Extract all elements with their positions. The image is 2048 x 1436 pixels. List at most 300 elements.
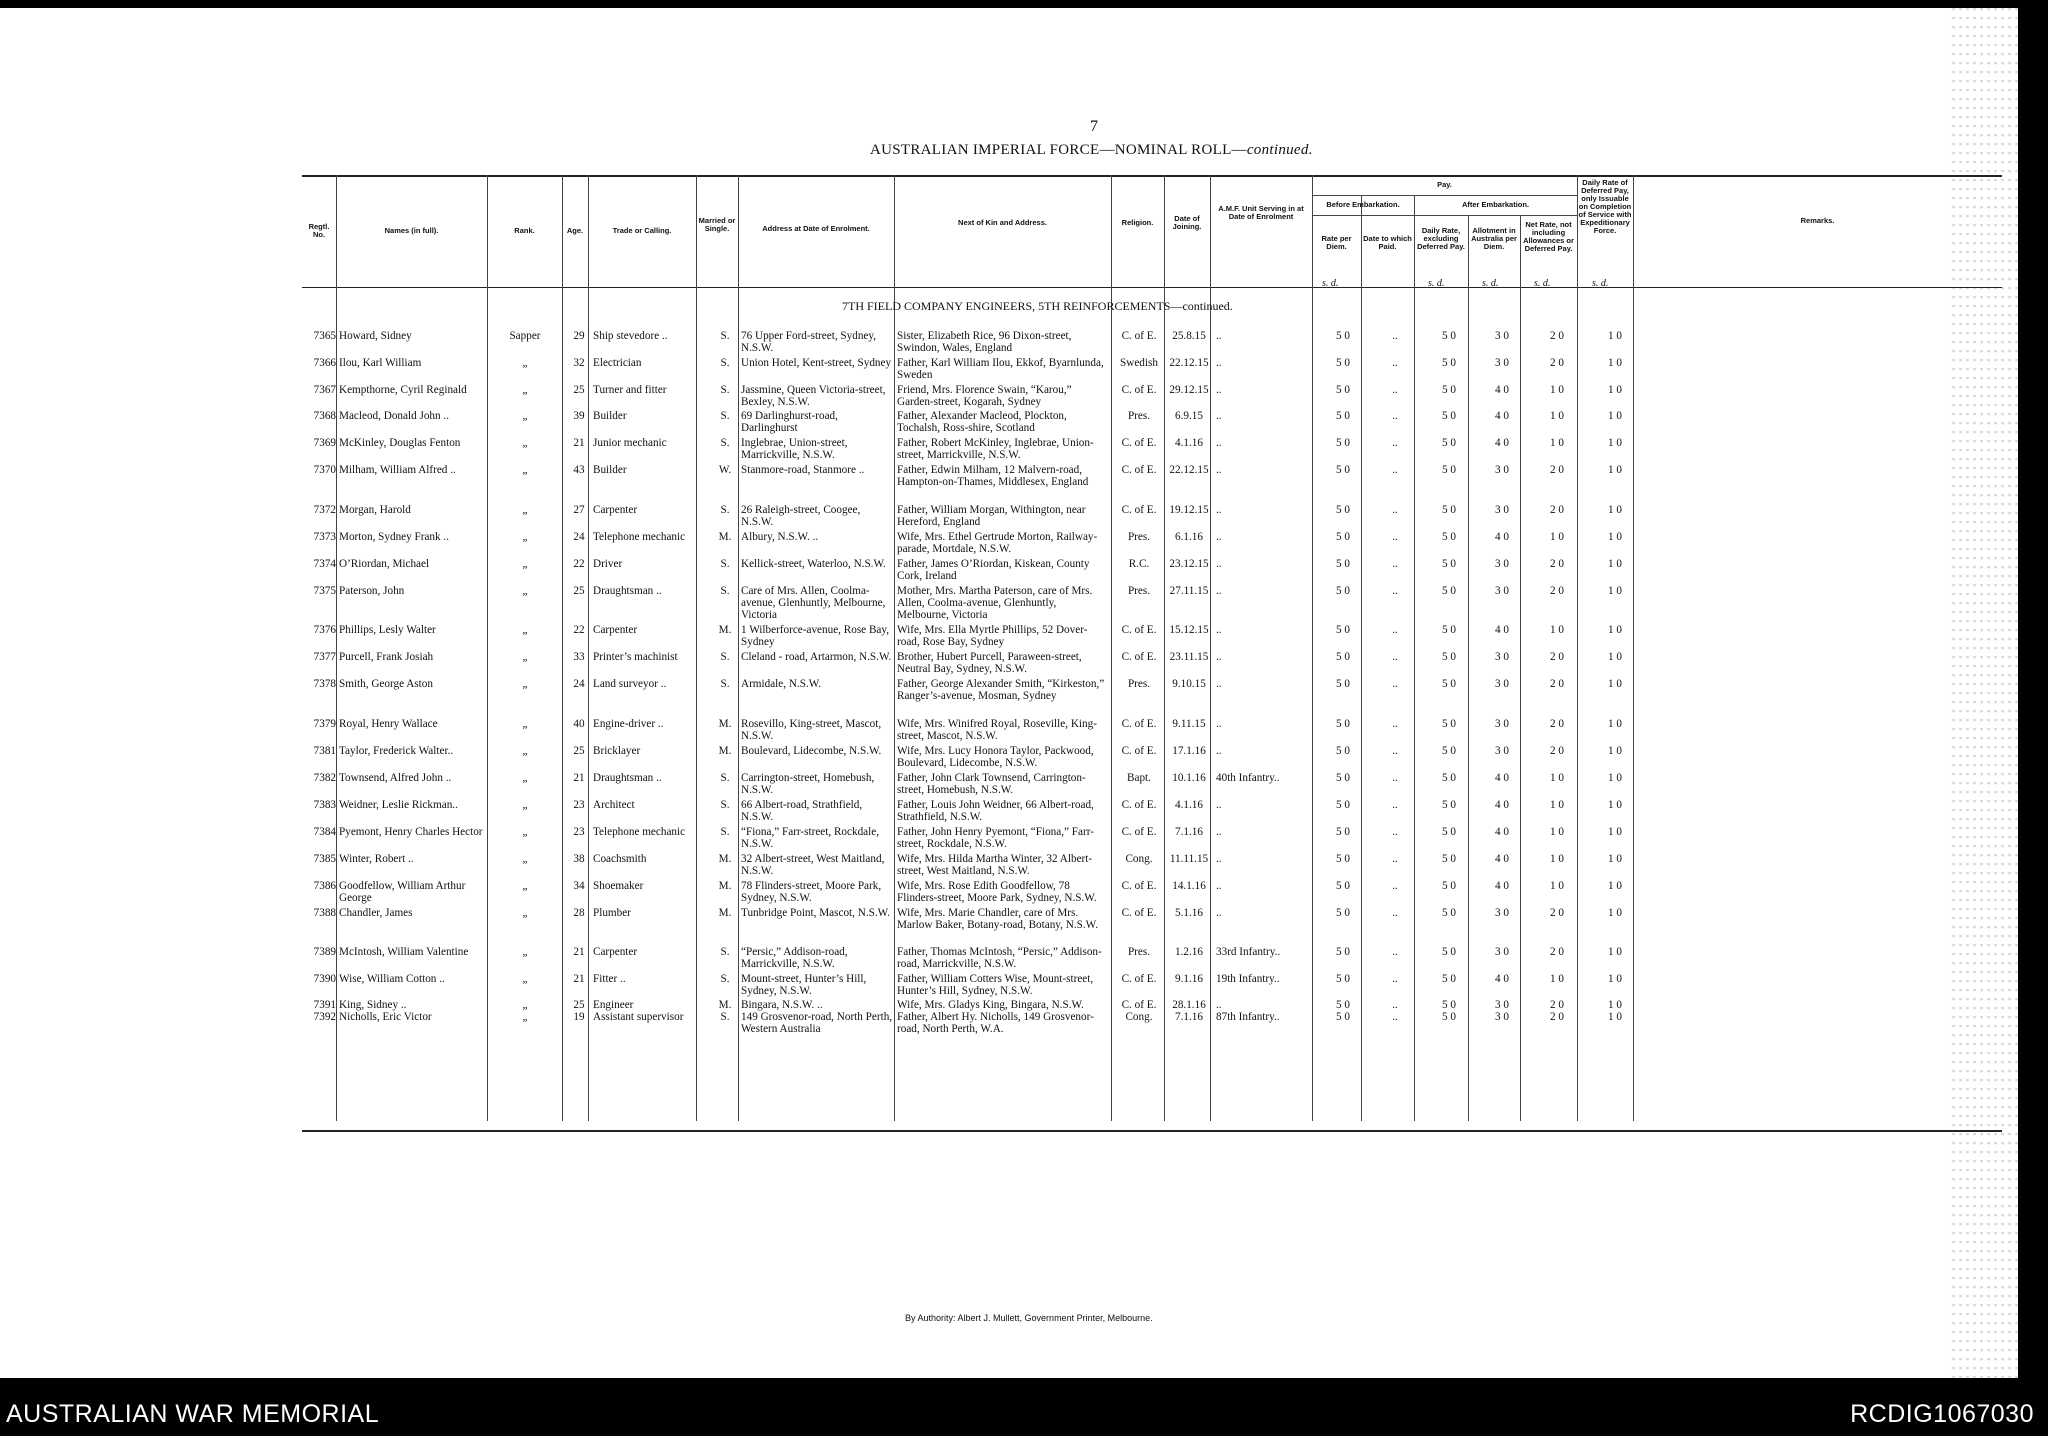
cell-rank: „	[522, 718, 528, 730]
page-title	[870, 142, 1313, 159]
cell-age: 21	[573, 946, 585, 958]
cell-allot: 4 0	[1495, 772, 1509, 784]
cell-trade: Plumber	[593, 907, 631, 919]
cell-rate: 5 0	[1336, 772, 1350, 784]
cell-daily: 5 0	[1442, 410, 1456, 422]
cell-address: Union Hotel, Kent-street, Sydney	[741, 357, 892, 369]
cell-ms: M.	[718, 880, 732, 892]
cell-deferred: 1 0	[1608, 651, 1622, 663]
cell-rank: „	[522, 678, 528, 690]
cell-kin: Wife, Mrs. Ella Myrtle Phillips, 52 Dover-road, Rose Bay, Sydney	[897, 624, 1088, 648]
cell-kin: Father, John Clark Townsend, Carrington-street, Homebush, N.S.W.	[897, 772, 1086, 796]
cell-paid: ..	[1392, 718, 1398, 730]
cell-age: 23	[573, 826, 585, 838]
header-address: Address at Date of Enrolment.	[762, 224, 870, 233]
cell-ms: S.	[720, 357, 730, 369]
cell-rate: 5 0	[1336, 384, 1350, 396]
col-rule	[1577, 175, 1578, 1121]
cell-date: 10.1.16	[1172, 772, 1206, 784]
cell-deferred: 1 0	[1608, 946, 1622, 958]
cell-kin: Wife, Mrs. Hilda Martha Winter, 32 Albert-street, West Maitland, N.S.W.	[897, 853, 1093, 877]
cell-ms: S.	[720, 651, 730, 663]
cell-address: 69 Darlinghurst-road, Darlinghurst	[741, 410, 838, 434]
cell-address: Rosevillo, King-street, Mascot, N.S.W.	[741, 718, 882, 742]
col-rule	[696, 175, 697, 1121]
cell-name: Paterson, John	[339, 585, 405, 597]
page-number: 7	[1090, 118, 1098, 135]
cell-net: 1 0	[1550, 973, 1564, 985]
cell-unit: ..	[1216, 558, 1222, 570]
unit-label: s. d.	[1482, 278, 1499, 289]
cell-address: 76 Upper Ford-street, Sydney, N.S.W.	[741, 330, 877, 354]
cell-ms: M.	[718, 853, 732, 865]
cell-unit: 40th Infantry..	[1216, 772, 1280, 784]
cell-name: Morton, Sydney Frank ..	[339, 531, 450, 543]
cell-address: Carrington-street, Homebush, N.S.W.	[741, 772, 875, 796]
cell-ms: S.	[720, 330, 730, 342]
printer-imprint: By Authority: Albert J. Mullett, Government Printer, Melbourne.	[905, 1313, 1153, 1323]
cell-date: 7.1.16	[1175, 826, 1203, 838]
cell-daily: 5 0	[1442, 745, 1456, 757]
cell-deferred: 1 0	[1608, 745, 1622, 757]
cell-deferred: 1 0	[1608, 853, 1622, 865]
cell-paid: ..	[1392, 558, 1398, 570]
cell-rate: 5 0	[1336, 624, 1350, 636]
cell-rank: „	[522, 504, 528, 516]
cell-allot: 4 0	[1495, 384, 1509, 396]
cell-net: 2 0	[1550, 504, 1564, 516]
cell-unit: ..	[1216, 745, 1222, 757]
cell-deferred: 1 0	[1608, 973, 1622, 985]
cell-paid: ..	[1392, 531, 1398, 543]
cell-allot: 3 0	[1495, 504, 1509, 516]
cell-unit: ..	[1216, 585, 1222, 597]
cell-ms: M.	[718, 907, 732, 919]
cell-net: 2 0	[1550, 330, 1564, 342]
cell-no: 7391	[313, 999, 336, 1011]
cell-paid: ..	[1392, 330, 1398, 342]
cell-ms: S.	[720, 504, 730, 516]
cell-rank: „	[522, 624, 528, 636]
cell-trade: Engine-driver ..	[593, 718, 664, 730]
cell-rank: „	[522, 799, 528, 811]
cell-unit: ..	[1216, 651, 1222, 663]
cell-kin: Wife, Mrs. Rose Edith Goodfellow, 78 Flinders-street, Moore Park, Sydney, N.S.W.	[897, 880, 1097, 904]
cell-no: 7365	[313, 330, 336, 342]
cell-age: 28	[573, 907, 585, 919]
cell-kin: Father, Alexander Macleod, Plockton, Tochalsh, Ross-shire, Scotland	[897, 410, 1067, 434]
cell-daily: 5 0	[1442, 531, 1456, 543]
cell-unit: ..	[1216, 826, 1222, 838]
cell-net: 1 0	[1550, 799, 1564, 811]
cell-kin: Wife, Mrs. Marie Chandler, care of Mrs. Marlow Baker, Botany-road, Botany, N.S.W.	[897, 907, 1098, 931]
header-daily-rate: Daily Rate, excluding Deferred Pay.	[1417, 226, 1465, 251]
cell-rank: „	[522, 907, 528, 919]
col-rule	[336, 175, 337, 1121]
cell-deferred: 1 0	[1608, 357, 1622, 369]
cell-no: 7385	[313, 853, 336, 865]
col-rule	[487, 175, 488, 1121]
cell-address: Tunbridge Point, Mascot, N.S.W.	[741, 907, 890, 919]
cell-religion: Bapt.	[1127, 772, 1151, 784]
cell-net: 1 0	[1550, 853, 1564, 865]
cell-religion: C. of E.	[1121, 826, 1157, 838]
cell-daily: 5 0	[1442, 384, 1456, 396]
cell-rank: „	[522, 558, 528, 570]
cell-age: 19	[573, 1011, 585, 1023]
cell-unit: ..	[1216, 330, 1222, 342]
cell-paid: ..	[1392, 384, 1398, 396]
cell-age: 43	[573, 464, 585, 476]
cell-age: 27	[573, 504, 585, 516]
archive-name: AUSTRALIAN WAR MEMORIAL	[6, 1400, 380, 1428]
cell-kin: Father, Robert McKinley, Inglebrae, Union-street, Marrickville, N.S.W.	[897, 437, 1094, 461]
col-rule	[738, 175, 739, 1121]
cell-deferred: 1 0	[1608, 718, 1622, 730]
cell-address: Stanmore-road, Stanmore ..	[741, 464, 865, 476]
cell-rank: „	[522, 772, 528, 784]
cell-name: McIntosh, William Valentine	[339, 946, 469, 958]
cell-net: 1 0	[1550, 772, 1564, 784]
cell-address: Cleland - road, Artarmon, N.S.W.	[741, 651, 892, 663]
cell-kin: Father, Karl William Ilou, Ekkof, Byarnlunda, Sweden	[897, 357, 1104, 381]
cell-religion: Cong.	[1125, 1011, 1153, 1023]
cell-name: Pyemont, Henry Charles Hector	[339, 826, 483, 838]
cell-daily: 5 0	[1442, 464, 1456, 476]
cell-age: 21	[573, 973, 585, 985]
cell-religion: Swedish	[1120, 357, 1158, 369]
cell-unit: ..	[1216, 718, 1222, 730]
cell-paid: ..	[1392, 464, 1398, 476]
cell-religion: Pres.	[1127, 946, 1151, 958]
cell-allot: 4 0	[1495, 826, 1509, 838]
col-rule	[1468, 215, 1469, 1121]
cell-name: Ilou, Karl William	[339, 357, 422, 369]
header-rank: Rank.	[514, 226, 535, 235]
cell-trade: Telephone mechanic	[593, 826, 686, 838]
cell-address: 66 Albert-road, Strathfield, N.S.W.	[741, 799, 863, 823]
cell-daily: 5 0	[1442, 1011, 1456, 1023]
cell-age: 22	[573, 624, 585, 636]
cell-no: 7374	[313, 558, 336, 570]
cell-trade: Telephone mechanic	[593, 531, 686, 543]
cell-kin: Father, Thomas McIntosh, “Persic,” Addison-road, Marrickville, N.S.W.	[897, 946, 1102, 970]
cell-paid: ..	[1392, 1011, 1398, 1023]
cell-no: 7372	[313, 504, 336, 516]
cell-age: 25	[573, 384, 585, 396]
cell-kin: Mother, Mrs. Martha Paterson, care of Mrs. Allen, Coolma-avenue, Glenhuntly, Melbourne, Victoria	[897, 585, 1093, 621]
cell-paid: ..	[1392, 585, 1398, 597]
cell-date: 5.1.16	[1175, 907, 1203, 919]
cell-deferred: 1 0	[1608, 531, 1622, 543]
cell-allot: 3 0	[1495, 330, 1509, 342]
cell-rank: „	[522, 853, 528, 865]
cell-daily: 5 0	[1442, 999, 1456, 1011]
cell-deferred: 1 0	[1608, 504, 1622, 516]
cell-no: 7386	[313, 880, 336, 892]
cell-allot: 3 0	[1495, 678, 1509, 690]
cell-allot: 4 0	[1495, 437, 1509, 449]
cell-rank: „	[522, 826, 528, 838]
header-next-of-kin: Next of Kin and Address.	[958, 218, 1047, 227]
cell-rank: „	[522, 999, 528, 1011]
cell-date: 9.10.15	[1172, 678, 1206, 690]
cell-ms: S.	[720, 826, 730, 838]
cell-daily: 5 0	[1442, 718, 1456, 730]
cell-date: 9.1.16	[1175, 973, 1203, 985]
cell-rate: 5 0	[1336, 999, 1350, 1011]
cell-age: 39	[573, 410, 585, 422]
header-regtl-no: Regtl. No.	[308, 222, 330, 239]
cell-religion: C. of E.	[1121, 330, 1157, 342]
cell-ms: S.	[720, 410, 730, 422]
cell-deferred: 1 0	[1608, 799, 1622, 811]
cell-name: Howard, Sidney	[339, 330, 412, 342]
cell-unit: 33rd Infantry..	[1216, 946, 1281, 958]
cell-deferred: 1 0	[1608, 384, 1622, 396]
cell-no: 7368	[313, 410, 336, 422]
cell-trade: Draughtsman ..	[593, 772, 662, 784]
cell-no: 7373	[313, 531, 336, 543]
cell-rate: 5 0	[1336, 826, 1350, 838]
cell-date: 6.9.15	[1175, 410, 1203, 422]
cell-date: 11.11.15	[1169, 853, 1209, 865]
cell-address: 78 Flinders-street, Moore Park, Sydney, N.S.W.	[741, 880, 882, 904]
col-rule	[588, 175, 589, 1121]
unit-label: s. d.	[1534, 278, 1551, 289]
cell-daily: 5 0	[1442, 853, 1456, 865]
cell-kin: Wife, Mrs. Lucy Honora Taylor, Packwood, Boulevard, Lidecombe, N.S.W.	[897, 745, 1094, 769]
cell-paid: ..	[1392, 410, 1398, 422]
header-pay: Pay.	[1437, 180, 1452, 189]
cell-rate: 5 0	[1336, 799, 1350, 811]
cell-trade: Builder	[593, 464, 627, 476]
col-rule	[1520, 215, 1521, 1121]
cell-rate: 5 0	[1336, 745, 1350, 757]
cell-religion: C. of E.	[1121, 437, 1157, 449]
cell-date: 28.1.16	[1172, 999, 1206, 1011]
cell-unit: ..	[1216, 504, 1222, 516]
cell-deferred: 1 0	[1608, 330, 1622, 342]
cell-rate: 5 0	[1336, 973, 1350, 985]
header-net-rate: Net Rate, not including Allowances or Deferred Pay.	[1523, 220, 1574, 253]
cell-religion: C. of E.	[1121, 999, 1157, 1011]
cell-net: 2 0	[1550, 999, 1564, 1011]
cell-allot: 3 0	[1495, 1011, 1509, 1023]
cell-age: 25	[573, 585, 585, 597]
cell-rank: „	[522, 745, 528, 757]
cell-net: 1 0	[1550, 826, 1564, 838]
cell-religion: Cong.	[1125, 853, 1153, 865]
cell-name: Winter, Robert ..	[339, 853, 414, 865]
cell-deferred: 1 0	[1608, 437, 1622, 449]
cell-name: Macleod, Donald John ..	[339, 410, 449, 422]
header-amf-unit: A.M.F. Unit Serving in at Date of Enrolment	[1218, 204, 1304, 221]
cell-rate: 5 0	[1336, 357, 1350, 369]
col-rule	[1361, 195, 1362, 1121]
cell-no: 7378	[313, 678, 336, 690]
cell-unit: ..	[1216, 410, 1222, 422]
cell-deferred: 1 0	[1608, 880, 1622, 892]
cell-paid: ..	[1392, 999, 1398, 1011]
cell-ms: S.	[720, 678, 730, 690]
cell-age: 21	[573, 772, 585, 784]
cell-date: 27.11.15	[1169, 585, 1209, 597]
cell-trade: Junior mechanic	[593, 437, 667, 449]
cell-rate: 5 0	[1336, 437, 1350, 449]
cell-allot: 4 0	[1495, 531, 1509, 543]
header-before-embarkation: Before Embarkation.	[1326, 200, 1400, 209]
cell-kin: Father, William Morgan, Withington, near Hereford, England	[897, 504, 1086, 528]
header-trade: Trade or Calling.	[612, 226, 672, 235]
cell-date: 4.1.16	[1175, 437, 1203, 449]
cell-deferred: 1 0	[1608, 826, 1622, 838]
archive-id: RCDIG1067030	[1850, 1400, 2034, 1428]
cell-rank: „	[522, 585, 528, 597]
cell-age: 40	[573, 718, 585, 730]
cell-no: 7375	[313, 585, 336, 597]
cell-name: Taylor, Frederick Walter..	[339, 745, 454, 757]
header-allotment: Allotment in Australia per Diem.	[1471, 226, 1517, 251]
header-after-embarkation: After Embarkation.	[1461, 200, 1530, 209]
cell-allot: 3 0	[1495, 718, 1509, 730]
cell-daily: 5 0	[1442, 585, 1456, 597]
cell-paid: ..	[1392, 678, 1398, 690]
cell-trade: Turner and fitter	[593, 384, 667, 396]
cell-kin: Wife, Mrs. Winifred Royal, Roseville, King-street, Mascot, N.S.W.	[897, 718, 1097, 742]
cell-address: Albury, N.S.W. ..	[741, 531, 819, 543]
cell-ms: M.	[718, 624, 732, 636]
document-page	[0, 8, 2018, 1378]
header-rate-per-diem: Rate per Diem.	[1321, 234, 1352, 251]
cell-no: 7377	[313, 651, 336, 663]
cell-name: Milham, William Alfred ..	[339, 464, 456, 476]
cell-religion: C. of E.	[1121, 907, 1157, 919]
cell-unit: ..	[1216, 999, 1222, 1011]
cell-paid: ..	[1392, 946, 1398, 958]
cell-rank: „	[522, 384, 528, 396]
cell-trade: Driver	[593, 558, 623, 570]
cell-age: 32	[573, 357, 585, 369]
cell-religion: C. of E.	[1121, 651, 1157, 663]
cell-allot: 4 0	[1495, 410, 1509, 422]
cell-address: 1 Wilberforce-avenue, Rose Bay, Sydney	[741, 624, 890, 648]
cell-address: Kellick-street, Waterloo, N.S.W.	[741, 558, 886, 570]
cell-paid: ..	[1392, 826, 1398, 838]
cell-allot: 4 0	[1495, 973, 1509, 985]
cell-ms: S.	[720, 384, 730, 396]
cell-address: “Fiona,” Farr-street, Rockdale, N.S.W.	[741, 826, 880, 850]
col-rule	[1414, 195, 1415, 1121]
cell-paid: ..	[1392, 624, 1398, 636]
cell-net: 2 0	[1550, 357, 1564, 369]
cell-no: 7381	[313, 745, 336, 757]
cell-trade: Printer’s machinist	[593, 651, 678, 663]
cell-unit: ..	[1216, 853, 1222, 865]
cell-daily: 5 0	[1442, 973, 1456, 985]
cell-kin: Father, John Henry Pyemont, “Fiona,” Farr-street, Rockdale, N.S.W.	[897, 826, 1094, 850]
cell-unit: 87th Infantry..	[1216, 1011, 1280, 1023]
cell-rank: „	[522, 1011, 528, 1023]
header-remarks: Remarks.	[1800, 216, 1835, 225]
cell-date: 29.12.15	[1169, 384, 1209, 396]
cell-address: Care of Mrs. Allen, Coolma-avenue, Glenhuntly, Melbourne, Victoria	[741, 585, 886, 621]
cell-rank: „	[522, 464, 528, 476]
cell-date: 22.12.15	[1169, 357, 1209, 369]
cell-date: 25.8.15	[1172, 330, 1206, 342]
cell-trade: Assistant supervisor	[593, 1011, 684, 1023]
cell-net: 1 0	[1550, 410, 1564, 422]
cell-name: Royal, Henry Wallace	[339, 718, 438, 730]
cell-rate: 5 0	[1336, 1011, 1350, 1023]
cell-no: 7392	[313, 1011, 336, 1023]
cell-address: Jassmine, Queen Victoria-street, Bexley, N.S.W.	[741, 384, 886, 408]
cell-religion: C. of E.	[1121, 745, 1157, 757]
cell-unit: ..	[1216, 799, 1222, 811]
header-married: Married or Single.	[698, 216, 736, 233]
cell-rate: 5 0	[1336, 946, 1350, 958]
cell-trade: Land surveyor ..	[593, 678, 667, 690]
cell-name: Kempthorne, Cyril Reginald	[339, 384, 467, 396]
cell-allot: 4 0	[1495, 853, 1509, 865]
cell-religion: C. of E.	[1121, 504, 1157, 516]
cell-paid: ..	[1392, 853, 1398, 865]
cell-religion: C. of E.	[1121, 799, 1157, 811]
cell-ms: S.	[720, 558, 730, 570]
cell-kin: Father, Albert Hy. Nicholls, 149 Grosvenor-road, North Perth, W.A.	[897, 1011, 1094, 1035]
col-rule	[1312, 175, 1313, 1121]
cell-trade: Architect	[593, 799, 635, 811]
cell-rate: 5 0	[1336, 410, 1350, 422]
cell-rate: 5 0	[1336, 585, 1350, 597]
cell-deferred: 1 0	[1608, 999, 1622, 1011]
cell-rank: „	[522, 880, 528, 892]
cell-daily: 5 0	[1442, 330, 1456, 342]
cell-allot: 3 0	[1495, 907, 1509, 919]
cell-date: 4.1.16	[1175, 799, 1203, 811]
cell-name: O’Riordan, Michael	[339, 558, 430, 570]
cell-religion: Pres.	[1127, 678, 1151, 690]
cell-unit: ..	[1216, 464, 1222, 476]
cell-deferred: 1 0	[1608, 907, 1622, 919]
cell-rank: „	[522, 531, 528, 543]
cell-paid: ..	[1392, 907, 1398, 919]
cell-trade: Carpenter	[593, 946, 638, 958]
cell-age: 33	[573, 651, 585, 663]
cell-deferred: 1 0	[1608, 410, 1622, 422]
cell-trade: Ship stevedore ..	[593, 330, 668, 342]
cell-kin: Father, James O’Riordan, Kiskean, County Cork, Ireland	[897, 558, 1090, 582]
cell-kin: Father, Louis John Weidner, 66 Albert-road, Strathfield, N.S.W.	[897, 799, 1094, 823]
cell-unit: 19th Infantry..	[1216, 973, 1280, 985]
cell-deferred: 1 0	[1608, 1011, 1622, 1023]
cell-no: 7389	[313, 946, 336, 958]
cell-date: 23.11.15	[1169, 651, 1209, 663]
cell-ms: M.	[718, 745, 732, 757]
header-date-joining: Date of Joining.	[1172, 214, 1202, 231]
cell-daily: 5 0	[1442, 624, 1456, 636]
header-deferred-pay: Daily Rate of Deferred Pay, only Issuable on Completion of Service with Expeditionary Force.	[1578, 178, 1632, 235]
cell-no: 7388	[313, 907, 336, 919]
cell-net: 2 0	[1550, 651, 1564, 663]
cell-rank: „	[522, 437, 528, 449]
cell-date: 7.1.16	[1175, 1011, 1203, 1023]
cell-date: 15.12.15	[1169, 624, 1209, 636]
cell-unit: ..	[1216, 678, 1222, 690]
cell-deferred: 1 0	[1608, 772, 1622, 784]
cell-unit: ..	[1216, 437, 1222, 449]
cell-address: Armidale, N.S.W.	[741, 678, 822, 690]
